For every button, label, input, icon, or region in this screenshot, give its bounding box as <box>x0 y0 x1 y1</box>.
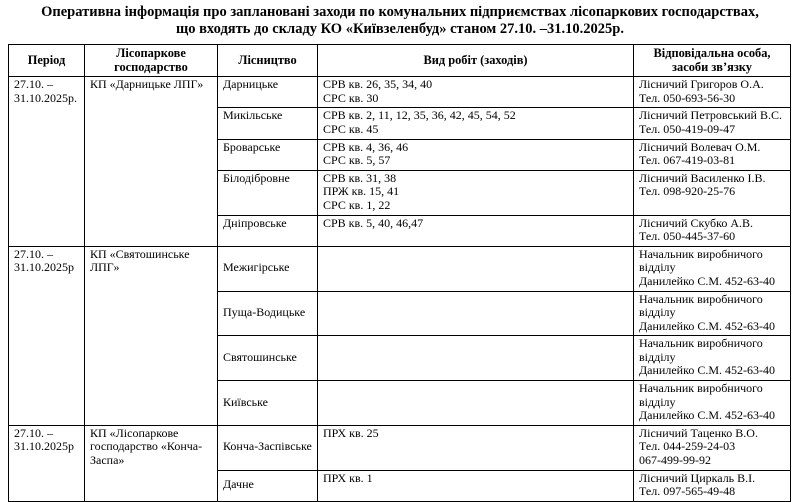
contact-cell <box>634 139 791 170</box>
works-cell <box>318 77 634 108</box>
title-line-2: що входять до складу КО «Київзеленбуд» станом 27.10. –31.10.2025р. <box>175 20 624 37</box>
forestry-cell: Межигірське <box>218 246 318 291</box>
contact-cell <box>634 291 791 336</box>
forestry-cell: Броварське <box>218 139 318 170</box>
works-cell <box>318 139 634 170</box>
works-cell <box>318 246 634 291</box>
contact-cell <box>634 425 791 470</box>
period-cell: 27.10. – 31.10.2025р. <box>9 77 85 247</box>
contact-line: Лісничий Василенко І.В. <box>639 170 766 185</box>
farm-cell: КП «Святошинське ЛПГ» <box>85 246 218 425</box>
contact-line: Тел. 044-259-24-03 <box>639 439 736 454</box>
title-line-1: Оперативна інформація про заплановані заходи по комунальних підприємствах лісопаркових господарствах, <box>41 4 759 20</box>
table-header <box>9 45 791 77</box>
forestry-cell: Микільське <box>218 108 318 139</box>
contact-line: Начальник виробничого відділу <box>639 246 763 275</box>
farm-cell: КП «Лісопаркове господарство «Конча-Заспа» <box>85 425 218 501</box>
contact-cell <box>634 108 791 139</box>
work-line: СРВ кв. 31, 38 <box>323 170 397 185</box>
contact-cell <box>634 470 791 501</box>
work-line: ПРХ кв. 25 <box>323 425 379 440</box>
contact-line: Данилейко С.М. 452-63-40 <box>639 318 775 333</box>
contact-line: Тел. 050-445-37-60 <box>639 229 736 244</box>
works-cell <box>318 170 634 215</box>
document-title <box>0 0 800 37</box>
works-cell <box>318 336 634 381</box>
forestry-cell: Дачне <box>218 470 318 501</box>
contact-line: Тел. 050-419-09-47 <box>639 121 736 136</box>
column-header-5: Відповідальна особа, засоби зв’язку <box>634 45 791 77</box>
table-row <box>9 246 791 291</box>
work-line: СРВ кв. 2, 11, 12, 35, 36, 42, 45, 54, 52 <box>323 108 516 123</box>
works-cell <box>318 381 634 426</box>
contact-line: Тел. 050-693-56-30 <box>639 90 736 105</box>
table-row <box>9 77 791 108</box>
contact-line: Лісничий Скубко А.В. <box>639 215 754 230</box>
work-line: СРС кв. 1, 22 <box>323 197 391 212</box>
works-cell <box>318 108 634 139</box>
works-cell <box>318 291 634 336</box>
work-line: СРС кв. 5, 57 <box>323 153 391 168</box>
contact-line: Лісничий Петровський В.С. <box>639 108 782 123</box>
forestry-cell: Пуща-Водицьке <box>218 291 318 336</box>
forestry-cell: Святошинське <box>218 336 318 381</box>
contact-line: Лісничий Григоров О.А. <box>639 77 764 92</box>
forestry-cell: Конча-Заспівське <box>218 425 318 470</box>
contact-line: Тел. 097-565-49-48 <box>639 484 736 499</box>
column-header-2: Лісопаркове господарство <box>85 45 218 77</box>
works-cell <box>318 215 634 246</box>
table-body <box>9 77 791 502</box>
contact-line: Начальник виробничого відділу <box>639 336 763 364</box>
column-header-3: Лісництво <box>218 45 318 77</box>
table-row <box>9 425 791 470</box>
work-line: ПРХ кв. 1 <box>323 470 373 485</box>
work-line: ПРЖ кв. 15, 41 <box>323 184 400 199</box>
contact-line: Начальник виробничого відділу <box>639 291 763 320</box>
contact-line: Начальник виробничого відділу <box>639 381 763 409</box>
contact-line: Тел. 067-419-03-81 <box>639 153 736 168</box>
contact-line: Лісничий Таценко В.О. <box>639 425 758 440</box>
work-line: СРС кв. 45 <box>323 121 379 136</box>
forestry-cell: Київське <box>218 381 318 426</box>
work-line: СРВ кв. 26, 35, 34, 40 <box>323 77 433 92</box>
contact-cell <box>634 336 791 381</box>
works-cell <box>318 470 634 501</box>
column-header-4: Вид робіт (заходів) <box>318 45 634 77</box>
period-cell: 27.10. – 31.10.2025р <box>9 246 85 425</box>
contact-cell <box>634 246 791 291</box>
header-row <box>9 45 791 77</box>
works-cell <box>318 425 634 470</box>
farm-cell: КП «Дарницьке ЛПГ» <box>85 77 218 247</box>
schedule-table <box>8 44 791 502</box>
contact-cell <box>634 170 791 215</box>
work-line: СРС кв. 30 <box>323 90 379 105</box>
forestry-cell: Дніпровське <box>218 215 318 246</box>
contact-line: Лісничий Волевач О.М. <box>639 139 761 154</box>
forestry-cell: Білодібровне <box>218 170 318 215</box>
contact-cell <box>634 381 791 426</box>
contact-line: Данилейко С.М. 452-63-40 <box>639 363 775 378</box>
contact-line: 067-499-99-92 <box>639 453 711 468</box>
column-header-1: Період <box>9 45 85 77</box>
contact-cell <box>634 215 791 246</box>
contact-line: Тел. 098-920-25-76 <box>639 184 736 199</box>
work-line: СРВ кв. 4, 36, 46 <box>323 139 409 154</box>
contact-line: Данилейко С.М. 452-63-40 <box>639 273 775 288</box>
forestry-cell: Дарницьке <box>218 77 318 108</box>
work-line: СРВ кв. 5, 40, 46,47 <box>323 215 424 230</box>
contact-line: Данилейко С.М. 452-63-40 <box>639 408 775 423</box>
contact-line: Лісничий Циркаль В.І. <box>639 470 756 485</box>
contact-cell <box>634 77 791 108</box>
period-cell: 27.10. – 31.10.2025р <box>9 425 85 501</box>
